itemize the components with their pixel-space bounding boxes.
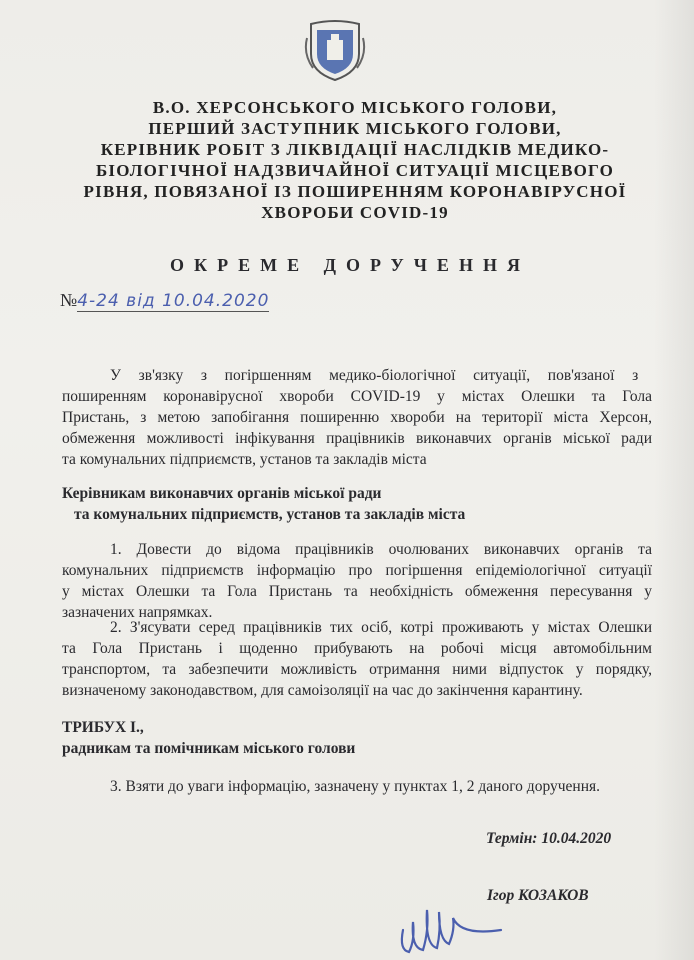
deadline: Термін: 10.04.2020 bbox=[486, 830, 612, 847]
header-line: ПЕРШИЙ ЗАСТУПНИК МІСЬКОГО ГОЛОВИ, bbox=[148, 119, 562, 138]
text-line: 1. Довести до відома працівників очолюваних виконавчих органів та bbox=[110, 541, 652, 558]
text-line: зазначених напрямках. bbox=[62, 604, 213, 621]
text-line: Пристань, з метою запобігання поширенню хвороби на території міста Херсон, bbox=[62, 409, 652, 426]
addressee-line: радникам та помічникам міського голови bbox=[62, 740, 356, 757]
addressee-line: та комунальних підприємств, установ та закладів міста bbox=[74, 506, 466, 523]
signer-name: Ігор КОЗАКОВ bbox=[487, 887, 589, 904]
text-line: обмеження можливості інфікування працівників виконавчих органів міської ради bbox=[62, 430, 652, 447]
addressee-block-1 bbox=[62, 483, 465, 525]
item-2-paragraph bbox=[62, 617, 652, 701]
number-sign: № bbox=[60, 290, 78, 310]
document-header bbox=[40, 97, 670, 223]
document-number bbox=[60, 290, 269, 311]
header-line: ХВОРОБИ COVID-19 bbox=[261, 203, 449, 222]
header-line: РІВНЯ, ПОВЯЗАНОЇ ІЗ ПОШИРЕННЯМ КОРОНАВІРУСНОЇ bbox=[83, 182, 627, 201]
text-line: комунальних підприємств інформацію про погіршення епідеміологічної ситуації bbox=[62, 562, 652, 579]
text-line: 2. З'ясувати серед працівників тих осіб, котрі проживають у містах Олешки bbox=[110, 619, 652, 636]
header-line: КЕРІВНИК РОБІТ З ЛІКВІДАЦІЇ НАСЛІДКІВ МЕДИКО- bbox=[100, 140, 610, 159]
addressee-line: ТРИБУХ І., bbox=[62, 719, 144, 736]
addressee-block-2 bbox=[62, 717, 355, 759]
text-line: та комунальних підприємств, установ та закладів міста bbox=[62, 451, 427, 468]
intro-paragraph bbox=[62, 365, 652, 470]
text-line: 3. Взяти до уваги інформацію, зазначену у пунктах 1, 2 даного доручення. bbox=[110, 778, 601, 795]
text-line: та Гола Пристань і щоденно прибувають на робочі місця автомобільним bbox=[62, 640, 652, 657]
text-line: поширенням коронавірусної хвороби COVID-19 у містах Олешки та Гола bbox=[62, 388, 652, 405]
city-coat-of-arms-icon bbox=[303, 18, 367, 82]
addressee-line: Керівникам виконавчих органів міської ради bbox=[62, 485, 382, 502]
text-line: транспортом, та забезпечити можливість отримання ними відпусток у порядку, bbox=[62, 661, 652, 678]
document-title: ОКРЕМЕ ДОРУЧЕННЯ bbox=[170, 255, 530, 275]
text-line: У зв'язку з погіршенням медико-біологічної ситуації, пов'язаної з bbox=[110, 367, 639, 384]
text-line: у містах Олешки та Гола Пристань та необхідність обмеження пересування у bbox=[62, 583, 652, 600]
header-line: БІОЛОГІЧНОЇ НАДЗВИЧАЙНОЇ СИТУАЦІЇ МІСЦЕВОГО bbox=[95, 161, 615, 180]
handwritten-number: 4-24 від 10.04.2020 bbox=[77, 291, 270, 311]
item-1-paragraph bbox=[62, 539, 652, 623]
text-line: визначеному законодавством, для самоізоляції на час до закінчення карантину. bbox=[62, 682, 583, 699]
header-line: В.О. ХЕРСОНСЬКОГО МІСЬКОГО ГОЛОВИ, bbox=[152, 98, 558, 117]
item-3-paragraph bbox=[62, 776, 652, 797]
